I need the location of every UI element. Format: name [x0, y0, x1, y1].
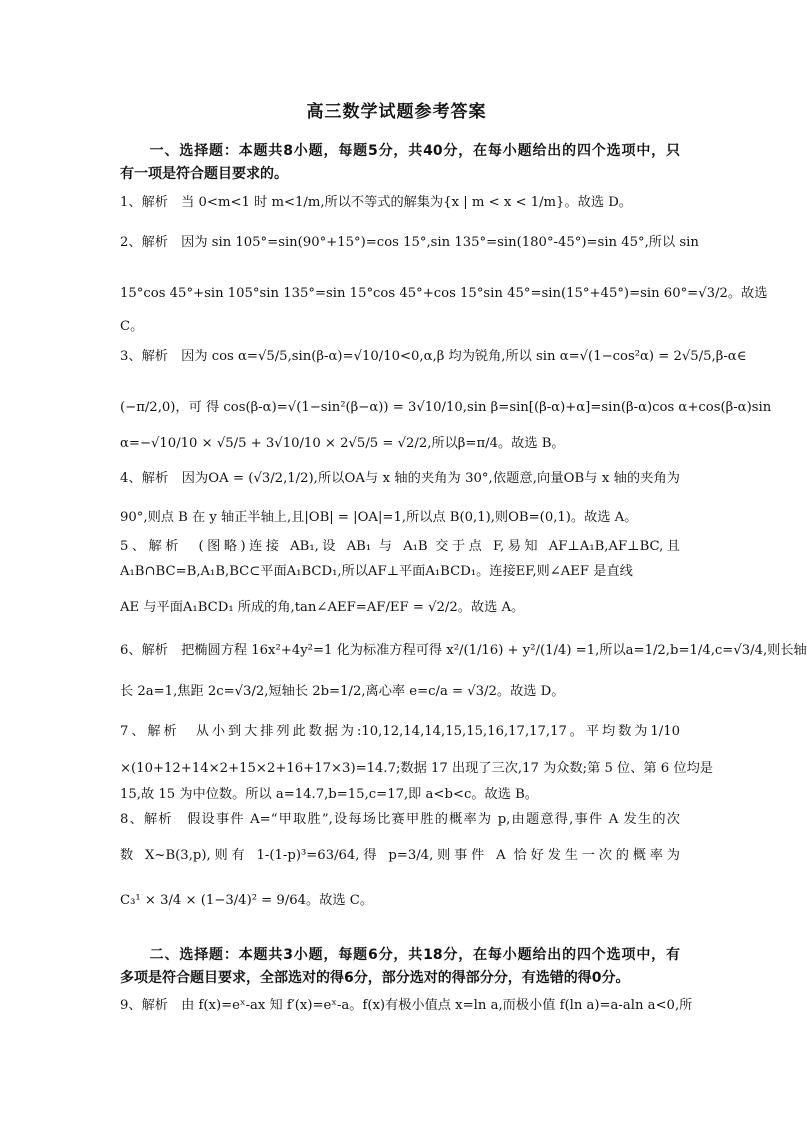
answer-7-line3: 15,故 15 为中位数。所以 a=14.7,b=15,c=17,即 a<b<c。故选 B。: [120, 787, 538, 802]
answer-5-line2: A₁B∩BC=B,A₁B,BC⊂平面A₁BCD₁,所以AF⊥平面A₁BCD₁。连接EF,则∠AEF 是直线: [120, 564, 633, 579]
answer-2-line1: 2、解析 因为 sin 105°=sin(90°+15°)=cos 15°,sin 135°=sin(180°-45°)=sin 45°,所以 sin: [120, 235, 699, 250]
section-one-heading-line1: 一、选择题：本题共8小题，每题5分，共40分，在每小题给出的四个选项中，只: [120, 143, 680, 159]
answer-4-line2: 90°,则点 B 在 y 轴正半轴上,且|OB| = |OA|=1,所以点 B(0,1),则OB=(0,1)。故选 A。: [120, 510, 638, 525]
answer-4-line1: 4、解析 因为OA = (√3/2,1/2),所以OA与 x 轴的夹角为 30°,依题意,向量OB与 x 轴的夹角为: [120, 471, 680, 486]
answer-3-line3: α=−√10/10 × √5/5 + 3√10/10 × 2√5/5 = √2/2,所以β=π/4。故选 B。: [120, 436, 565, 451]
page-title: 高三数学试题参考答案: [306, 102, 487, 122]
answer-5-line1: 5、解析 (图略)连接 AB₁,设 AB₁ 与 A₁B 交于点 F,易知 AF⊥A₁B,AF⊥BC,且: [120, 539, 680, 554]
answer-3-line2: (−π/2,0)，可 得 cos(β-α)=√(1−sin²(β−α)) = 3√10/10,sin β=sin[(β-α)+α]=sin(β-α)cos α+cos(β-α)sin: [120, 400, 772, 415]
section-two-heading-line1: 二、选择题：本题共3小题，每题6分，共18分，在每小题给出的四个选项中，有: [120, 947, 680, 963]
section-one-heading-line2: 有一项是符合题目要求的。: [120, 166, 288, 182]
answer-6-line2: 长 2a=1,焦距 2c=√3/2,短轴长 2b=1/2,离心率 e=c/a = √3/2。故选 D。: [120, 684, 565, 699]
answer-3-line1: 3、解析 因为 cos α=√5/5,sin(β-α)=√10/10<0,α,β 均为锐角,所以 sin α=√(1−cos²α) = 2√5/5,β-α∈: [120, 349, 747, 364]
answer-6-line1: 6、解析 把椭圆方程 16x²+4y²=1 化为标准方程可得 x²/(1/16) + y²/(1/4) =1,所以a=1/2,b=1/4,c=√3/4,则长轴: [120, 643, 807, 658]
answer-8-line2: 数 X~B(3,p),则有 1-(1-p)³=63/64,得 p=3/4,则事件 A 恰好发生一次的概率为: [120, 848, 680, 863]
answer-8-line1: 8、解析 假设事件 A=“甲取胜”,设每场比赛甲胜的概率为 p,由题意得,事件 A 发生的次: [120, 812, 680, 827]
answer-1: 1、解析 当 0<m<1 时 m<1/m,所以不等式的解集为{x | m < x < 1/m}。故选 D。: [120, 195, 632, 210]
answer-5-line3: AE 与平面A₁BCD₁ 所成的角,tan∠AEF=AF/EF = √2/2。故选 A。: [120, 600, 525, 615]
answer-2-line2: 15°cos 45°+sin 105°sin 135°=sin 15°cos 45°+cos 15°sin 45°=sin(15°+45°)=sin 60°=√3/2。故选: [120, 286, 768, 301]
answer-2-line3: C。: [120, 319, 144, 334]
answer-9-line1: 9、解析 由 f(x)=eˣ-ax 知 f′(x)=eˣ-a。f(x)有极小值点 x=ln a,而极小值 f(ln a)=a-aln a<0,所: [120, 998, 693, 1013]
section-two-heading-line2: 多项是符合题目要求，全部选对的得6分，部分选对的得部分分，有选错的得0分。: [120, 970, 630, 986]
answer-7-line1: 7、解析 从小到大排列此数据为:10,12,14,14,15,15,16,17,17,17。平均数为1/10: [120, 724, 680, 739]
answer-7-line2: ×(10+12+14×2+15×2+16+17×3)=14.7;数据 17 出现了三次,17 为众数;第 5 位、第 6 位均是: [120, 761, 713, 776]
answer-8-line3: C₃¹ × 3/4 × (1−3/4)² = 9/64。故选 C。: [120, 893, 374, 908]
